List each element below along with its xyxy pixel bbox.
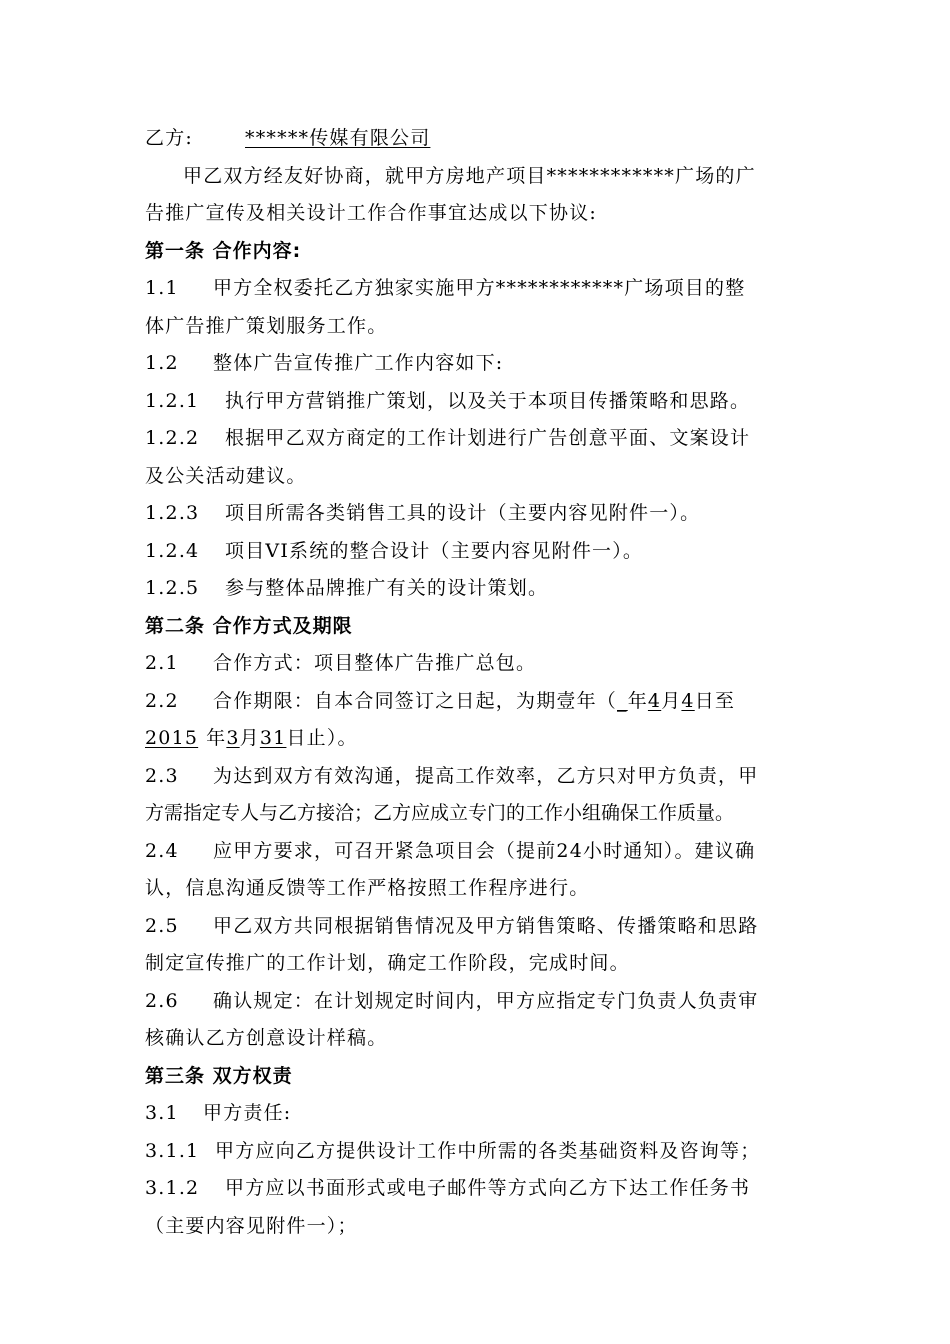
clause-2-6-cont: 核确认乙方创意设计样稿。 [145, 1027, 388, 1049]
contract-body [145, 120, 815, 1245]
clause-number: 1.2.2 [145, 427, 200, 449]
clause-2-6 [145, 983, 815, 1021]
clause-number: 2.2 [145, 689, 179, 712]
clause-number: 2.4 [145, 839, 179, 862]
party-b-label: 乙方: [145, 127, 194, 149]
clause-2-3 [145, 758, 815, 796]
clause-text: 项目VI系统的整合设计（主要内容见附件一）。 [225, 539, 644, 562]
clause-number: 2.1 [145, 652, 179, 674]
date-start-month: 4 [647, 689, 662, 712]
clause-3-1-2-cont: （主要内容见附件一）； [145, 1214, 358, 1237]
clause-text: 合作期限：自本合同签订之日起，为期壹年（ [213, 689, 618, 712]
clause-number: 2.5 [145, 914, 179, 937]
clause-1-2-4 [145, 533, 815, 571]
clause-2-4 [145, 833, 815, 871]
clause-2-4-cont: 认，信息沟通反馈等工作严格按照工作程序进行。 [145, 877, 590, 899]
clause-1-2-1 [145, 383, 815, 421]
date-label: 日止）。 [286, 727, 358, 749]
clause-3-1-2 [145, 1170, 815, 1208]
clause-text: 合作方式：项目整体广告推广总包。 [213, 652, 537, 674]
clause-text: 甲方责任: [203, 1102, 292, 1124]
date-label: 月 [239, 727, 260, 749]
clause-number: 2.3 [145, 764, 179, 787]
clause-number: 1.2.1 [145, 389, 200, 412]
date-end-day: 31 [259, 727, 287, 749]
clause-number: 2.6 [145, 989, 179, 1012]
clause-text: 根据甲乙双方商定的工作计划进行广告创意平面、文案设计 [225, 427, 751, 449]
clause-number: 3.1 [145, 1102, 179, 1124]
clause-2-1 [145, 645, 815, 683]
clause-1-2-2 [145, 420, 815, 458]
clause-number: 1.2.4 [145, 539, 200, 562]
party-b-company: ******传媒有限公司 [245, 127, 431, 149]
date-end-month: 3 [226, 727, 240, 749]
clause-number: 1.2 [145, 352, 179, 374]
clause-1-2-3 [145, 495, 815, 533]
clause-2-5 [145, 908, 815, 946]
date-label: 年 [627, 689, 648, 712]
clause-2-2 [145, 683, 815, 721]
clause-text: 应甲方要求，可召开紧急项目会（提前24小时通知）。建议确 [213, 839, 756, 862]
clause-text: 项目所需各类销售工具的设计（主要内容见附件一）。 [225, 502, 701, 524]
clause-2-2-cont [145, 720, 815, 758]
intro-line-1: 甲乙双方经友好协商，就甲方房地产项目************广场的广 [183, 164, 756, 187]
clause-text: 参与整体品牌推广有关的设计策划。 [225, 577, 549, 599]
intro-line-2: 告推广宣传及相关设计工作合作事宜达成以下协议: [145, 202, 598, 224]
date-label: 日至 [694, 689, 736, 712]
date-end-year: 2015 [145, 727, 199, 749]
clause-3-1 [145, 1095, 815, 1133]
clause-number: 3.1.1 [145, 1139, 200, 1162]
party-b-line [145, 120, 815, 158]
clause-text: 甲乙双方共同根据销售情况及甲方销售策略、传播策略和思路 [213, 914, 759, 937]
clause-text: 甲方全权委托乙方独家实施甲方************广场项目的整 [213, 277, 746, 299]
clause-text: 甲方应向乙方提供设计工作中所需的各类基础资料及咨询等； [215, 1139, 761, 1162]
clause-1-1-cont: 体广告推广策划服务工作。 [145, 314, 388, 337]
clause-text: 确认规定：在计划规定时间内，甲方应指定专门负责人负责审 [213, 989, 759, 1012]
article-1-title: 第一条 合作内容: [145, 239, 302, 262]
clause-3-1-1 [145, 1133, 815, 1171]
clause-text: 甲方应以书面形式或电子邮件等方式向乙方下达工作任务书 [225, 1177, 751, 1199]
clause-text: 整体广告宣传推广工作内容如下: [213, 352, 504, 374]
clause-1-1 [145, 270, 815, 308]
clause-text: 执行甲方营销推广策划，以及关于本项目传播策略和思路。 [225, 389, 751, 412]
clause-number: 1.2.5 [145, 577, 200, 599]
clause-2-5-cont: 制定宣传推广的工作计划，确定工作阶段，完成时间。 [145, 952, 630, 974]
clause-number: 1.1 [145, 277, 179, 299]
clause-text: 为达到双方有效沟通，提高工作效率，乙方只对甲方负责，甲 [213, 764, 759, 787]
date-start-year: _ [617, 689, 628, 712]
clause-number: 1.2.3 [145, 502, 200, 524]
clause-1-2-5 [145, 570, 815, 608]
article-2-title: 第二条 合作方式及期限 [145, 614, 353, 637]
clause-2-3-cont: 方需指定专人与乙方接洽；乙方应成立专门的工作小组确保工作质量。 [145, 802, 735, 824]
date-start-day: 4 [681, 689, 695, 712]
article-3-title: 第三条 双方权责 [145, 1064, 293, 1087]
clause-1-2-2-cont: 及公关活动建议。 [145, 464, 307, 487]
date-label: 月 [661, 689, 682, 712]
clause-number: 3.1.2 [145, 1177, 200, 1199]
clause-1-2 [145, 345, 815, 383]
date-label: 年 [206, 727, 227, 749]
